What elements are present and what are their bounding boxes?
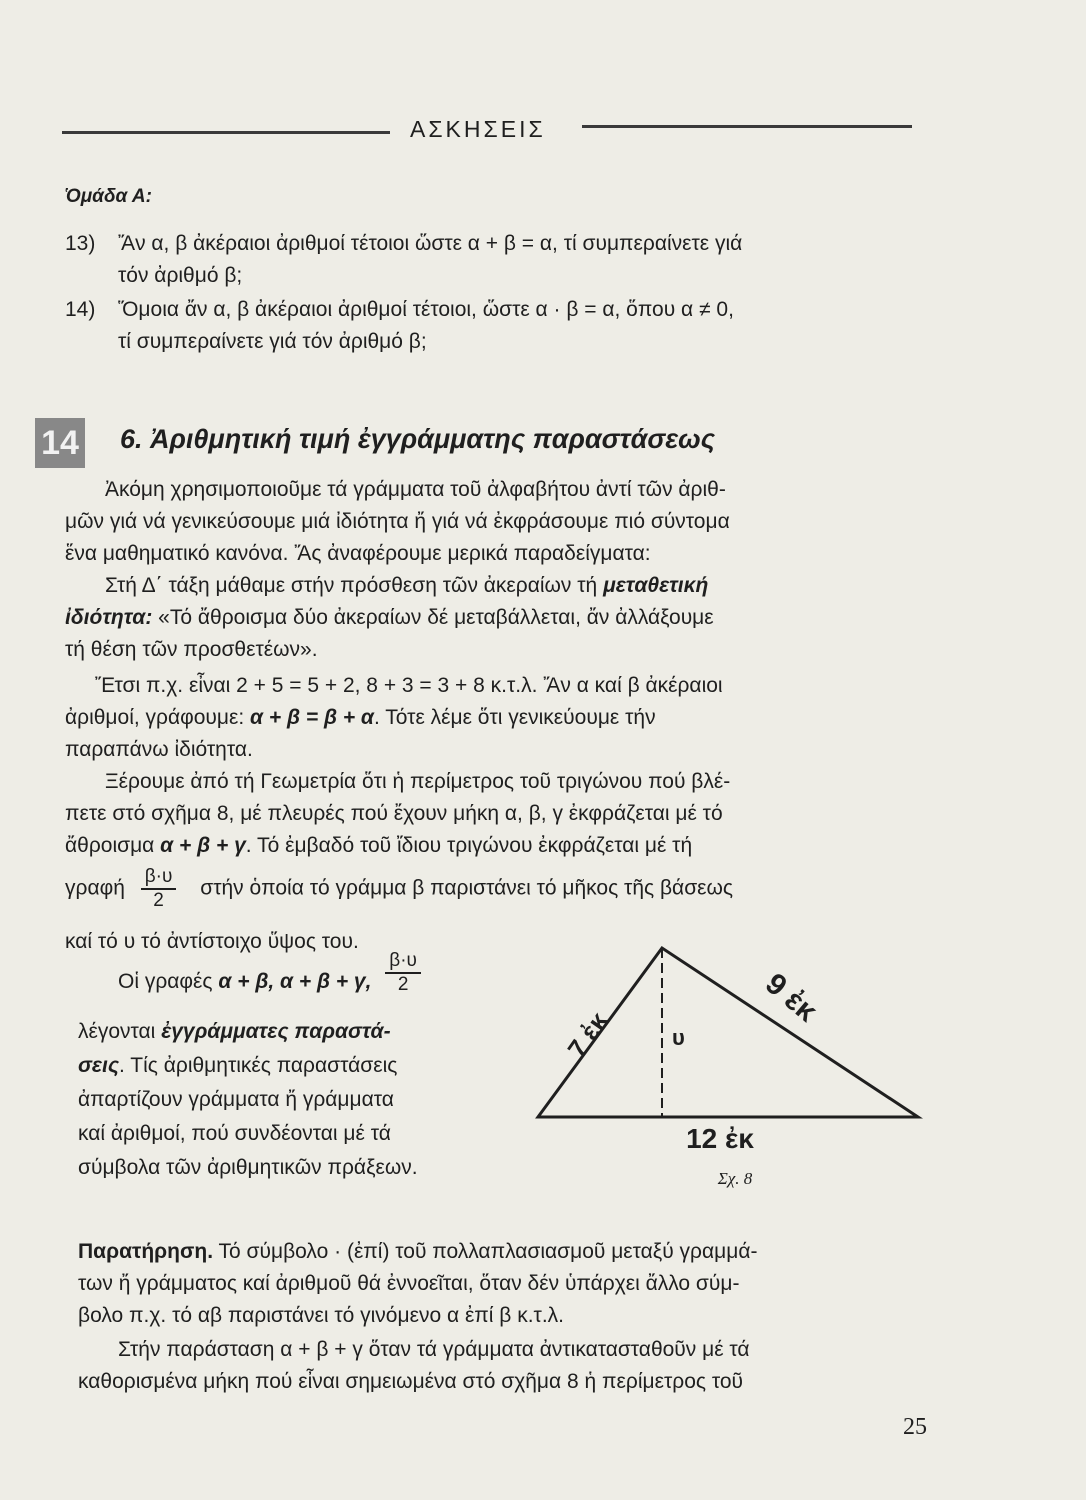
paragraph-2-quote: «Τό ἄθροισμα δύο ἀκεραίων δέ μεταβάλλεται, ἄν ἀλλάξουμε — [152, 606, 714, 629]
note-line-3: βολο π.χ. τό αβ παριστάνει τό γινόμενο α ἐπί β κ.τ.λ. — [78, 1304, 565, 1327]
paragraph-3-line-2 — [65, 702, 656, 734]
term-literal-expressions-end: σεις — [78, 1054, 119, 1077]
paragraph-5-line-5: καί ἀριθμοί, πού συνδέονται μέ τά — [78, 1122, 391, 1145]
paragraph-2-line-3: τή θέση τῶν προσθετέων». — [65, 638, 318, 661]
paragraph-3-line-3: παραπάνω ἰδιότητα. — [65, 738, 253, 761]
header-rule-right — [582, 125, 912, 128]
right-side-label: 9 ἐκ — [759, 967, 824, 1029]
note-text-1: Τό σύμβολο · (ἐπί) τοῦ πολλαπλασιασμοῦ μεταξύ γραμμά- — [213, 1240, 758, 1263]
paragraph-5-text: Οἱ γραφές — [118, 970, 219, 993]
area-fraction-2 — [385, 950, 421, 996]
page-number: 25 — [903, 1414, 927, 1440]
base-label: 12 ἐκ — [686, 1123, 754, 1154]
page-heading: ΑΣΚΗΣΕΙΣ — [410, 116, 546, 142]
perimeter-formula: α + β + γ — [160, 834, 246, 857]
paragraph-5-line-2 — [78, 1016, 391, 1048]
paragraph-4-tail: . Τό ἐμβαδό τοῦ ἴδιου τριγώνου ἐκφράζεται μέ τή — [245, 834, 693, 857]
note-line-1 — [78, 1236, 757, 1268]
commutative-formula: α + β = β + α — [250, 706, 374, 729]
expressions-list: α + β, α + β + γ, — [218, 970, 372, 993]
note-line-4: Στήν παράσταση α + β + γ ὅταν τά γράμματα ἀντικατασταθοῦν μέ τά — [118, 1338, 750, 1361]
paragraph-5-legontai: λέγονται — [78, 1020, 162, 1043]
exercise-14-line-1: Ὅμοια ἄν α, β ἀκέραιοι ἀριθμοί τέτοιοι, ὥστε α · β = α, ὅπου α ≠ 0, — [118, 298, 734, 321]
fraction-2-numerator: β·υ — [389, 950, 417, 972]
paragraph-4-grafi: γραφή — [65, 876, 125, 900]
paragraph-3-tail: . Τότε λέμε ὅτι γενικεύουμε τήν — [373, 706, 656, 729]
paragraph-4-line-1: Ξέρουμε ἀπό τή Γεωμετρία ὅτι ἡ περίμετρος τοῦ τριγώνου πού βλέ- — [105, 770, 731, 793]
paragraph-4-text: ἄθροισμα — [65, 834, 161, 857]
fraction-2-denominator: 2 — [385, 972, 421, 996]
group-title: Ὁμάδα Α: — [65, 186, 152, 207]
paragraph-3-line-1: Ἔτσι π.χ. εἶναι 2 + 5 = 5 + 2, 8 + 3 = 3 + 8 κ.τ.λ. Ἄν α καί β ἀκέραιοι — [95, 674, 723, 697]
exercise-13-line-1: Ἄν α, β ἀκέραιοι ἀριθμοί τέτοιοι ὥστε α + β = α, τί συμπεραίνετε γιά — [118, 232, 743, 255]
paragraph-5-line-6: σύμβολα τῶν ἀριθμητικῶν πράξεων. — [78, 1156, 418, 1179]
paragraph-2-line-1 — [105, 570, 708, 602]
note-line-5: καθορισμένα μήκη πού εἶναι σημειωμένα στό σχῆμα 8 ἡ περίμετρος τοῦ — [78, 1370, 743, 1393]
paragraph-5-line-3 — [78, 1050, 397, 1082]
paragraph-2-text: Στή Δ΄ τάξη μάθαμε στήν πρόσθεση τῶν ἀκεραίων τή — [105, 574, 604, 597]
paragraph-4-line-2: πετε στό σχῆμα 8, μέ πλευρές πού ἔχουν μήκη α, β, γ ἐκφράζεται μέ τό — [65, 802, 723, 825]
fraction-numerator: β·υ — [144, 866, 173, 887]
paragraph-3-text: ἀριθμοί, γράφουμε: — [65, 706, 251, 729]
paragraph-4-line-4 — [65, 866, 733, 912]
note-label: Παρατήρηση. — [78, 1240, 214, 1263]
paragraph-1-line-3: ἕνα μαθηματικό κανόνα. Ἄς ἀναφέρουμε μερικά παραδείγματα: — [65, 542, 651, 565]
paragraph-4-base-text: στήν ὁποία τό γράμμα β παριστάνει τό μῆκος τῆς βάσεως — [200, 876, 734, 900]
left-side-label: 7 ἐκ — [561, 1006, 614, 1064]
figure-caption: Σχ. 8 — [717, 1169, 753, 1188]
section-number-badge: 14 — [35, 418, 85, 468]
term-commutative: μεταθετική — [603, 574, 709, 597]
section-title: 6. Ἀριθμητική τιμή ἐγγράμματης παραστάσεως — [120, 424, 716, 454]
term-property: ἰδιότητα: — [65, 606, 153, 629]
paragraph-1-line-1: Ἀκόμη χρησιμοποιοῦμε τά γράμματα τοῦ ἀλφαβήτου ἀντί τῶν ἀριθ- — [105, 478, 726, 501]
exercise-14-line-2: τί συμπεραίνετε γιά τόν ἀριθμό β; — [118, 330, 427, 353]
fraction-denominator: 2 — [141, 888, 177, 912]
exercise-14-number: 14) — [65, 298, 96, 321]
exercise-13-line-2: τόν ἀριθμό β; — [118, 264, 243, 287]
paragraph-4-line-5: καί τό υ τό ἀντίστοιχο ὕψος του. — [65, 930, 359, 953]
term-literal-expressions: ἐγγράμματες παραστά- — [161, 1020, 391, 1043]
area-fraction — [141, 866, 177, 912]
paragraph-2-line-2 — [65, 602, 714, 634]
triangle-figure — [520, 930, 940, 1190]
paragraph-5-line-3-text: . Τίς ἀριθμητικές παραστάσεις — [119, 1054, 398, 1077]
paragraph-1-line-2: μῶν γιά νά γενικεύσουμε μιά ἰδιότητα ἤ γιά νά ἐκφράσουμε πιό σύντομα — [65, 510, 730, 533]
exercise-13-number: 13) — [65, 232, 96, 255]
paragraph-5-line-4: ἀπαρτίζουν γράμματα ἤ γράμματα — [78, 1088, 394, 1111]
header-rule-left — [62, 131, 390, 134]
height-label: υ — [672, 1025, 685, 1050]
note-line-2: των ἤ γράμματος καί ἀριθμοῦ θά ἐννοεῖται, ὅταν δέν ὑπάρχει ἄλλο σύμ- — [78, 1272, 740, 1295]
paragraph-4-line-3 — [65, 830, 692, 862]
